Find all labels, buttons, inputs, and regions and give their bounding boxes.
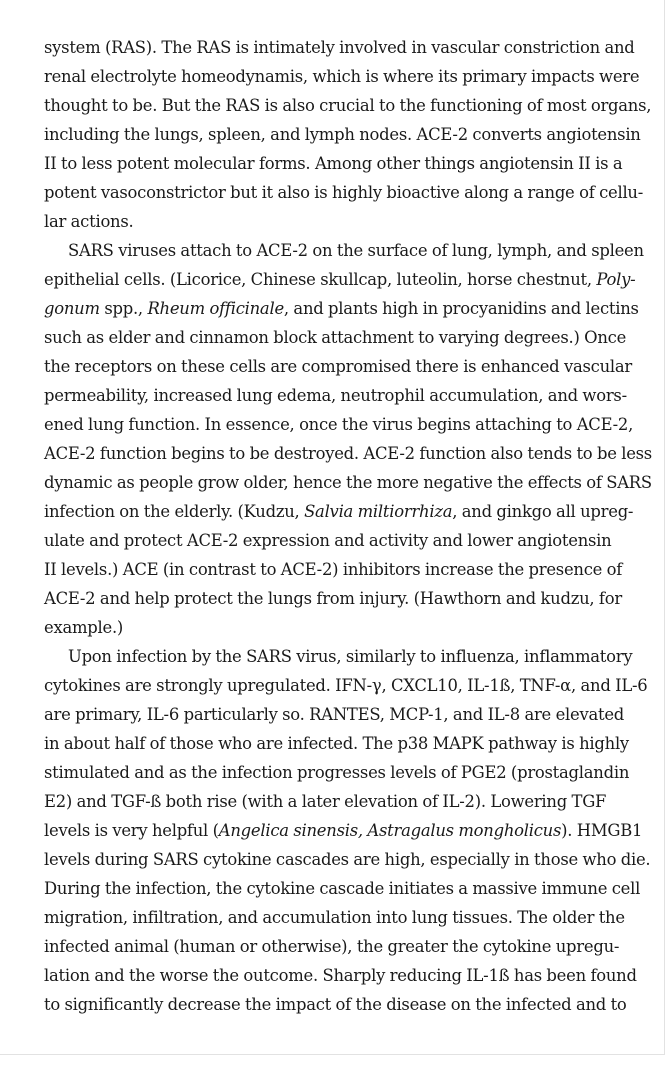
text-segment: spp., (99, 299, 148, 318)
text-segment: are primary, IL-6 particularly so. RANTES, MCP-1, and IL-8 are elevated (44, 705, 625, 724)
text-segment: ). HMGB1 (561, 821, 643, 840)
text-segment: system (RAS). The RAS is intimately involved in vascular constriction and (44, 38, 635, 57)
italic-text: Salvia miltiorrhiza (304, 502, 453, 521)
text-line (44, 149, 623, 178)
text-segment: ulate and protect ACE-2 expression and activity and lower angiotensin (44, 531, 612, 550)
text-line (44, 178, 644, 207)
text-segment: example.) (44, 618, 124, 637)
text-line (44, 700, 625, 729)
text-segment: to significantly decrease the impact of the disease on the infected and to (44, 995, 627, 1014)
text-segment: lation and the worse the outcome. Sharply reducing IL-1ß has been found (44, 966, 637, 985)
text-segment: Upon infection by the SARS virus, similarly to influenza, inflammatory (68, 647, 633, 666)
text-segment: II levels.) ACE (in contrast to ACE-2) inhibitors increase the presence of (44, 560, 623, 579)
text-line (44, 91, 652, 120)
text-line (44, 526, 618, 555)
text-line (44, 787, 618, 816)
text-segment: II to less potent molecular forms. Among other things angiotensin II is a (44, 154, 623, 173)
text-line (44, 584, 622, 613)
italic-text: Angelica sinensis, Astragalus mongholicus (218, 821, 562, 840)
text-line (44, 729, 629, 758)
text-segment: During the infection, the cytokine cascade initiates a massive immune cell (44, 879, 641, 898)
text-segment: migration, infiltration, and accumulation into lung tissues. The older the (44, 908, 625, 927)
text-segment: ened lung function. In essence, once the virus begins attaching to ACE-2, (44, 415, 634, 434)
text-segment: in about half of those who are infected. The p38 MAPK pathway is highly (44, 734, 629, 753)
text-line (44, 845, 651, 874)
text-line (44, 410, 634, 439)
text-line (44, 874, 641, 903)
text-segment: levels during SARS cytokine cascades are high, especially in those who die. (44, 850, 651, 869)
text-segment: dynamic as people grow older, hence the more negative the effects of SARS (44, 473, 652, 492)
text-line (44, 265, 636, 294)
text-line (44, 468, 652, 497)
text-line (44, 903, 625, 932)
text-segment: infection on the elderly. (Kudzu, (44, 502, 305, 521)
text-line (44, 439, 652, 468)
text-line (44, 642, 633, 671)
text-line (44, 33, 635, 62)
italic-text: gonum (44, 299, 100, 318)
text-segment: potent vasoconstrictor but it also is highly bioactive along a range of cellu- (44, 183, 644, 202)
text-line (44, 120, 641, 149)
text-line (44, 555, 623, 584)
text-segment: thought to be. But the RAS is also crucial to the functioning of most organs, (44, 96, 652, 115)
text-line (44, 497, 634, 526)
text-line (44, 294, 639, 323)
text-segment: such as elder and cinnamon block attachment to varying degrees.) Once (44, 328, 627, 347)
text-line (44, 990, 627, 1019)
italic-text: Rheum officinale (147, 299, 284, 318)
text-segment: levels is very helpful ( (44, 821, 219, 840)
text-segment: , and ginkgo all upreg- (452, 502, 634, 521)
text-segment: renal electrolyte homeodynamis, which is where its primary impacts were (44, 67, 640, 86)
text-line (44, 381, 627, 410)
text-line (44, 207, 618, 236)
text-line (44, 961, 637, 990)
text-line (44, 816, 643, 845)
text-segment: ACE-2 function begins to be destroyed. ACE-2 function also tends to be less (44, 444, 652, 463)
text-segment: epithelial cells. (Licorice, Chinese skullcap, luteolin, horse chestnut, (44, 270, 597, 289)
text-line (44, 671, 648, 700)
text-line (44, 323, 627, 352)
text-segment: SARS viruses attach to ACE-2 on the surface of lung, lymph, and spleen (68, 241, 644, 260)
text-line (44, 62, 640, 91)
italic-text: Poly- (596, 270, 636, 289)
text-segment: lar actions. (44, 212, 134, 231)
text-segment: infected animal (human or otherwise), the greater the cytokine upregu- (44, 937, 620, 956)
body-text (44, 33, 652, 1019)
text-segment: stimulated and as the infection progresses levels of PGE2 (prostaglandin (44, 763, 630, 782)
text-segment: , and plants high in procyanidins and lectins (283, 299, 639, 318)
text-segment: E2) and TGF-ß both rise (with a later elevation of IL-2). Lowering TGF (44, 792, 607, 811)
text-segment: permeability, increased lung edema, neutrophil accumulation, and wors- (44, 386, 627, 405)
text-line (44, 932, 618, 961)
text-segment: including the lungs, spleen, and lymph nodes. ACE-2 converts angiotensin (44, 125, 641, 144)
text-segment: cytokines are strongly upregulated. IFN-γ, CXCL10, IL-1ß, TNF-α, and IL-6 (44, 676, 648, 695)
text-segment: the receptors on these cells are compromised there is enhanced vascular (44, 357, 633, 376)
text-line (44, 236, 644, 265)
text-line (44, 352, 633, 381)
text-line (44, 613, 618, 642)
text-line (44, 758, 630, 787)
text-segment: ACE-2 and help protect the lungs from injury. (Hawthorn and kudzu, for (44, 589, 622, 608)
